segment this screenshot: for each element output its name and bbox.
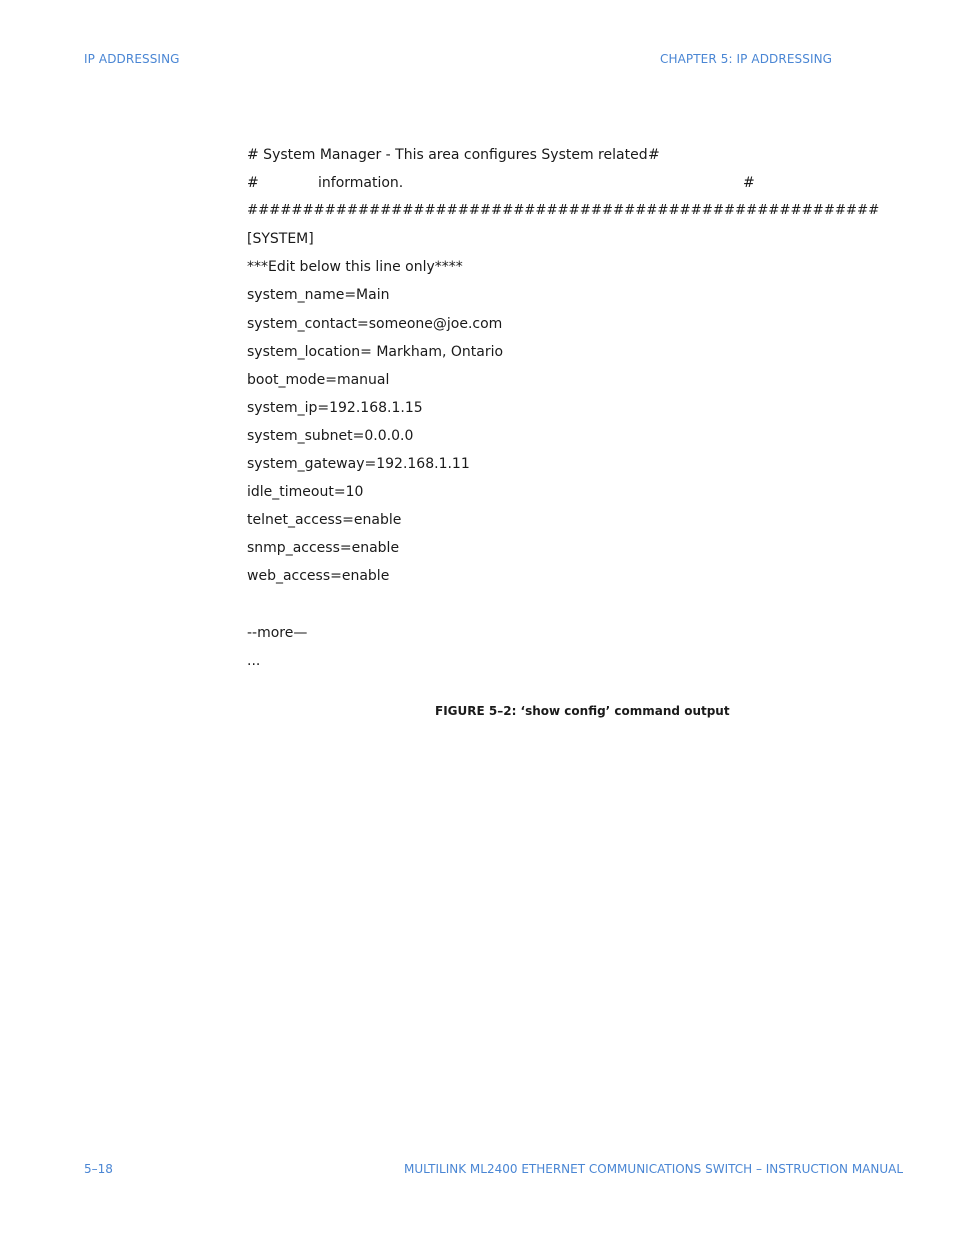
config-comment-text: information. [318, 175, 404, 192]
config-more-prompt: --more— [247, 624, 308, 641]
config-line: idle_timeout=10 [247, 484, 364, 501]
footer-page-number: 5–18 [84, 1162, 113, 1176]
config-line: system_location= Markham, Ontario [247, 343, 504, 360]
config-comment-text: # System Manager - This area configures System related [247, 147, 648, 163]
config-line: system_subnet=0.0.0.0 [247, 427, 414, 444]
config-line: [SYSTEM] [247, 231, 314, 248]
config-line: system_name=Main [247, 287, 390, 304]
figure-caption: FIGURE 5–2: ‘show config’ command output [435, 704, 730, 718]
config-line: telnet_access=enable [247, 512, 402, 529]
config-line: system_contact=someone@joe.com [247, 315, 503, 332]
config-line: web_access=enable [247, 568, 390, 585]
config-line: system_ip=192.168.1.15 [247, 399, 423, 416]
config-hash-divider: ######################################################### [247, 203, 880, 219]
config-comment-hash: # [648, 147, 660, 163]
running-header-chapter: CHAPTER 5: IP ADDRESSING [660, 52, 833, 66]
config-comment-line-1 [247, 144, 767, 172]
config-line: system_gateway=192.168.1.11 [247, 456, 470, 473]
config-line: ***Edit below this line only**** [247, 259, 463, 276]
config-blank-line [247, 594, 767, 622]
config-output-listing [247, 144, 880, 678]
config-line: boot_mode=manual [247, 371, 390, 388]
running-header-section: IP ADDRESSING [84, 52, 180, 66]
config-comment-hash-left: # [247, 175, 259, 192]
config-comment-line-2 [247, 172, 767, 200]
config-comment-hash-right: # [743, 175, 755, 192]
config-ellipsis: ... [247, 652, 261, 669]
config-line: snmp_access=enable [247, 540, 400, 557]
footer-manual-title: MULTILINK ML2400 ETHERNET COMMUNICATIONS SWITCH – INSTRUCTION MANUAL [404, 1162, 904, 1176]
